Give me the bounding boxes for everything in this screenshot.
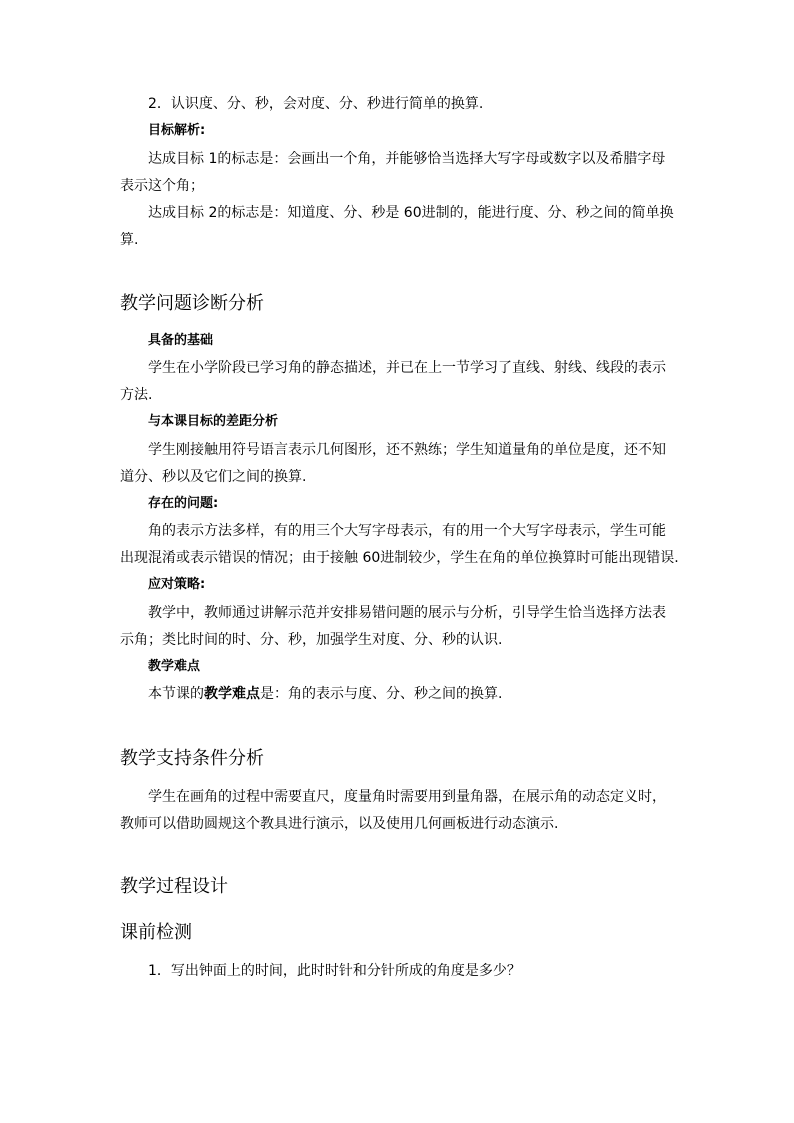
support-line1: 学生在画角的过程中需要直尺，度量角时需要用到量角器，在展示角的动态定义时， [148, 789, 666, 805]
strategy-line2: 示角；类比时间的时、分、秒，加强学生对度、分、秒的认识. [120, 632, 503, 648]
problems-line1: 角的表示方法多样，有的用三个大写字母表示，有的用一个大写字母表示，学生可能 [148, 523, 666, 539]
strategy-label: 应对策略: [148, 577, 206, 592]
question-1: 1．写出钟面上的时间，此时时针和分针所成的角度是多少？ [148, 963, 521, 979]
difficulty-suffix: 是：角的表示与度、分、秒之间的换算. [260, 686, 503, 702]
basis-line2: 方法. [120, 387, 153, 403]
difficulty-bold: 教学难点 [204, 686, 260, 702]
support-line2: 教师可以借助圆规这个教具进行演示，以及使用几何画板进行动态演示. [120, 816, 559, 832]
basis-label: 具备的基础 [148, 333, 214, 348]
goal-analysis-p2-line1: 达成目标 2的标志是：知道度、分、秒是 60进制的，能进行度、分、秒之间的简单换 [148, 205, 674, 221]
goal-analysis-p2-line2: 算. [120, 232, 139, 248]
goal-analysis-label: 目标解析: [148, 123, 206, 138]
difficulty-text [148, 685, 502, 703]
problems-line2: 出现混淆或表示错误的情况；由于接触 60进制较少，学生在角的单位换算时可能出现错误. [120, 550, 679, 566]
goal-analysis-p1-line1: 达成目标 1的标志是：会画出一个角，并能够恰当选择大写字母或数字以及希腊字母 [148, 151, 666, 167]
section-process-subtitle: 课前检测 [120, 922, 192, 943]
gap-label: 与本课目标的差距分析 [148, 414, 279, 429]
basis-line1: 学生在小学阶段已学习角的静态描述，并已在上一节学习了直线、射线、线段的表示 [148, 360, 666, 376]
section-process-title: 教学过程设计 [120, 876, 228, 897]
strategy-line1: 教学中，教师通过讲解示范并安排易错问题的展示与分析，引导学生恰当选择方法表 [148, 605, 666, 621]
section-support-title: 教学支持条件分析 [120, 748, 264, 769]
gap-line2: 道分、秒以及它们之间的换算. [120, 469, 307, 485]
goal-2-text: 2．认识度、分、秒，会对度、分、秒进行简单的换算. [148, 96, 484, 112]
difficulty-label: 教学难点 [148, 659, 201, 674]
goal-analysis-p1-line2: 表示这个角； [120, 178, 204, 194]
problems-label: 存在的问题: [148, 496, 219, 511]
gap-line1: 学生刚接触用符号语言表示几何图形，还不熟练；学生知道量角的单位是度，还不知 [148, 442, 666, 458]
section-diagnosis-title: 教学问题诊断分析 [120, 293, 264, 314]
difficulty-prefix: 本节课的 [148, 686, 204, 702]
